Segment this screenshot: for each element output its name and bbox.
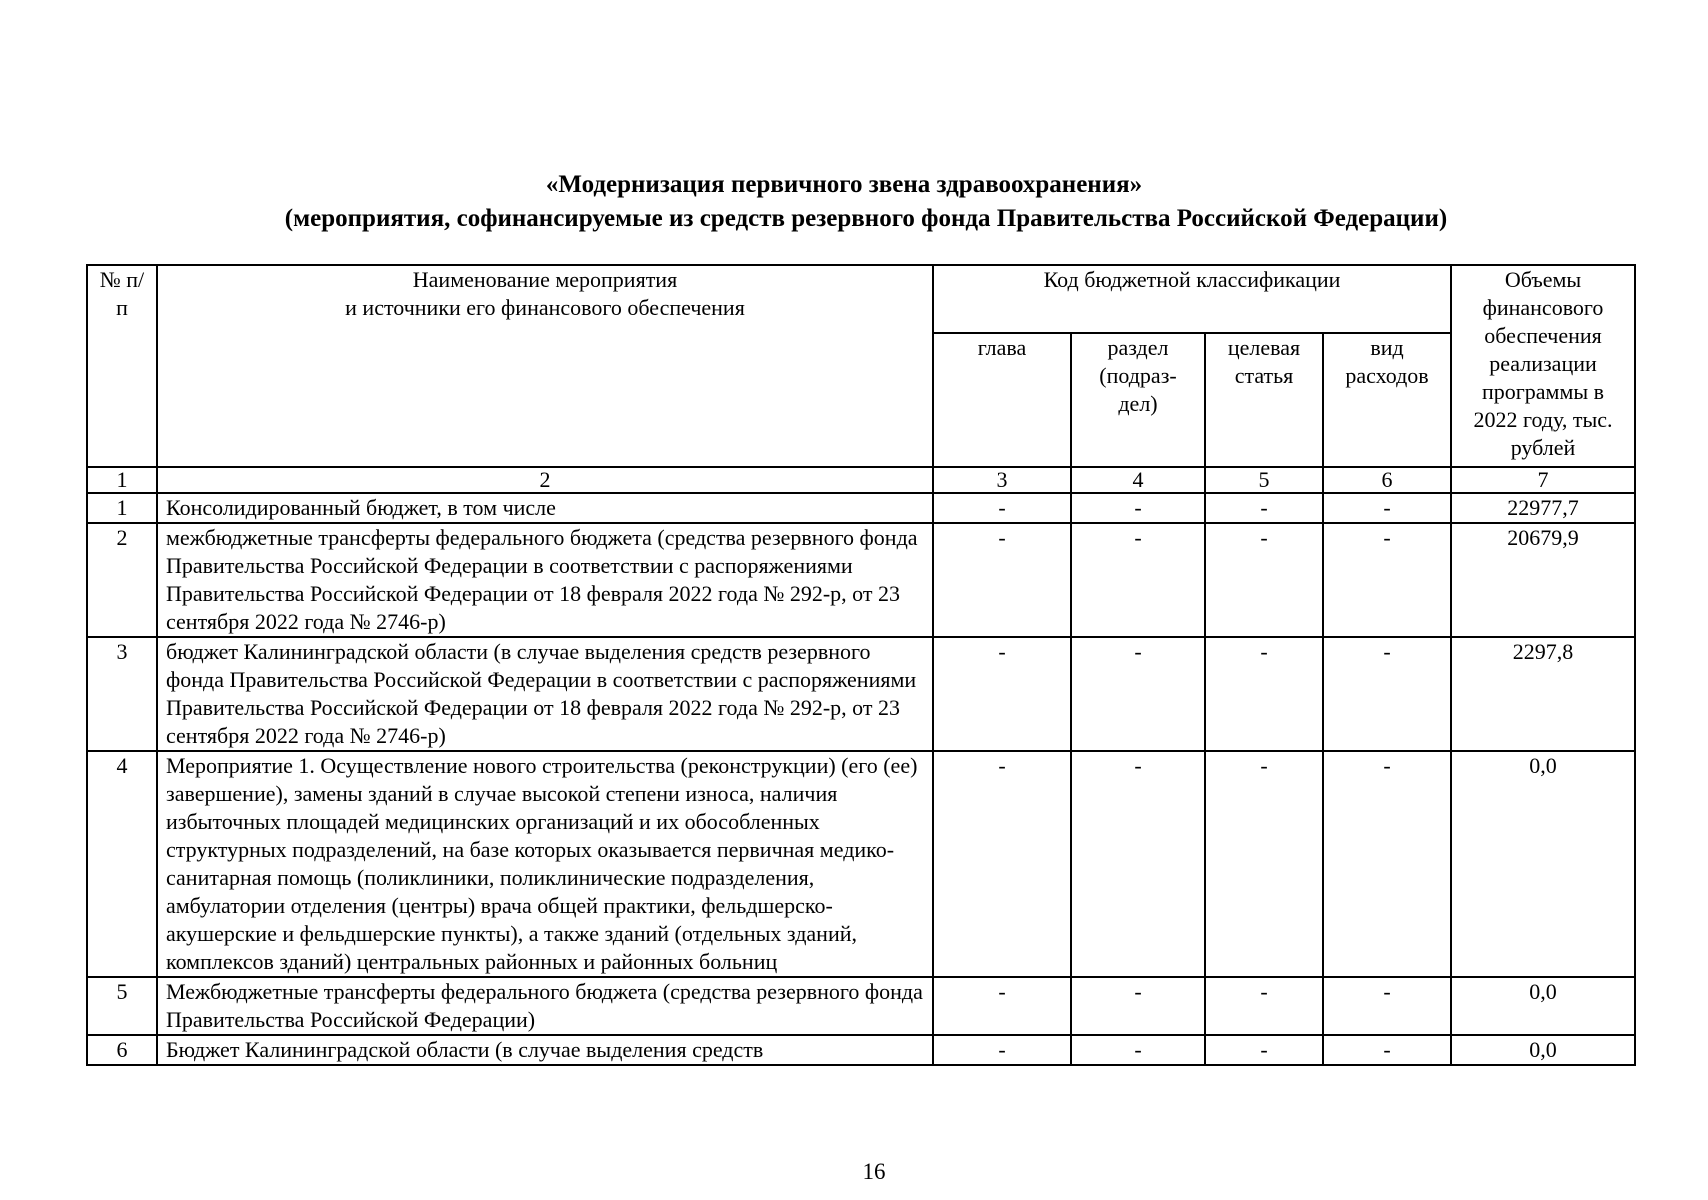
row-glava: -	[933, 977, 1071, 1035]
row-name: межбюджетные трансферты федерального бюджета (средства резервного фонда Правительства Российской Федерации в соответствии с распоряжениями Правительства Российской Федерации от 18 февраля 2022 года № 292-р, от 23 сентября 2022 года № 2746-р)	[157, 523, 933, 637]
column-number: 1	[87, 467, 157, 493]
document-title: «Модернизация первичного звена здравоохранения»	[545, 171, 1143, 198]
row-name: Межбюджетные трансферты федерального бюджета (средства резервного фонда Правительства Российской Федерации)	[157, 977, 933, 1035]
table-row	[87, 493, 1635, 523]
row-vid: -	[1323, 751, 1451, 977]
header-glava: глава	[933, 333, 1071, 467]
column-number: 7	[1451, 467, 1635, 493]
header-tselevaya: целевая статья	[1205, 333, 1323, 467]
row-num: 2	[87, 523, 157, 637]
row-razdel: -	[1071, 637, 1205, 751]
row-razdel: -	[1071, 977, 1205, 1035]
row-vid: -	[1323, 977, 1451, 1035]
table-row	[87, 523, 1635, 637]
table-row	[87, 751, 1635, 977]
table-row	[87, 637, 1635, 751]
row-glava: -	[933, 1035, 1071, 1065]
header-vid: вид расходов	[1323, 333, 1451, 467]
column-number: 5	[1205, 467, 1323, 493]
column-number: 4	[1071, 467, 1205, 493]
column-number: 3	[933, 467, 1071, 493]
row-name: Мероприятие 1. Осуществление нового строительства (реконструкции) (его (ее) завершение), замены зданий в случае высокой степени износа, наличия избыточных площадей медицинских организаций и их обособленных структурных подразделений, на базе которых оказывается первичная медико-санитарная помощь (поликлиники, поликлинические подразделения, амбулатории отделения (центры) врача общей практики, фельдшерско-акушерские и фельдшерские пункты), а также зданий (отдельных зданий, комплексов зданий) центральных районных и районных больниц	[157, 751, 933, 977]
row-razdel: -	[1071, 1035, 1205, 1065]
row-volume: 0,0	[1451, 1035, 1635, 1065]
row-volume: 20679,9	[1451, 523, 1635, 637]
row-num: 5	[87, 977, 157, 1035]
row-tselevaya: -	[1205, 1035, 1323, 1065]
row-volume: 0,0	[1451, 751, 1635, 977]
row-tselevaya: -	[1205, 637, 1323, 751]
row-tselevaya: -	[1205, 751, 1323, 977]
row-glava: -	[933, 637, 1071, 751]
document-subtitle: (мероприятия, софинансируемые из средств резервного фонда Правительства Российской Федерации)	[284, 205, 1448, 232]
page-number: 16	[862, 1159, 886, 1184]
column-numbers-row	[87, 467, 1635, 493]
row-razdel: -	[1071, 493, 1205, 523]
row-num: 6	[87, 1035, 157, 1065]
row-razdel: -	[1071, 751, 1205, 977]
row-volume: 2297,8	[1451, 637, 1635, 751]
row-razdel: -	[1071, 523, 1205, 637]
row-vid: -	[1323, 637, 1451, 751]
row-tselevaya: -	[1205, 523, 1323, 637]
header-name	[157, 265, 933, 467]
table-row	[87, 1035, 1635, 1065]
row-tselevaya: -	[1205, 977, 1323, 1035]
row-name: Консолидированный бюджет, в том числе	[157, 493, 933, 523]
budget-table	[86, 264, 1636, 1066]
row-name: Бюджет Калининградской области (в случае выделения средств	[157, 1035, 933, 1065]
row-num: 4	[87, 751, 157, 977]
table-row	[87, 977, 1635, 1035]
header-name-line2: и источники его финансового обеспечения	[345, 295, 745, 320]
row-num: 3	[87, 637, 157, 751]
header-razdel: раздел (подраз-дел)	[1071, 333, 1205, 467]
row-glava: -	[933, 751, 1071, 977]
column-number: 2	[157, 467, 933, 493]
row-name: бюджет Калининградской области (в случае выделения средств резервного фонда Правительства Российской Федерации в соответствии с распоряжениями Правительства Российской Федерации от 18 февраля 2022 года № 292-р, от 23 сентября 2022 года № 2746-р)	[157, 637, 933, 751]
row-vid: -	[1323, 523, 1451, 637]
row-glava: -	[933, 523, 1071, 637]
row-volume: 22977,7	[1451, 493, 1635, 523]
row-glava: -	[933, 493, 1071, 523]
header-num: № п/п	[87, 265, 157, 467]
header-volume: Объемы финансового обеспечения реализации программы в 2022 году, тыс. рублей	[1451, 265, 1635, 467]
row-vid: -	[1323, 1035, 1451, 1065]
header-name-line1: Наименование мероприятия	[412, 267, 678, 292]
row-tselevaya: -	[1205, 493, 1323, 523]
row-volume: 0,0	[1451, 977, 1635, 1035]
header-budget-code: Код бюджетной классификации	[933, 265, 1451, 333]
column-number: 6	[1323, 467, 1451, 493]
row-vid: -	[1323, 493, 1451, 523]
row-num: 1	[87, 493, 157, 523]
